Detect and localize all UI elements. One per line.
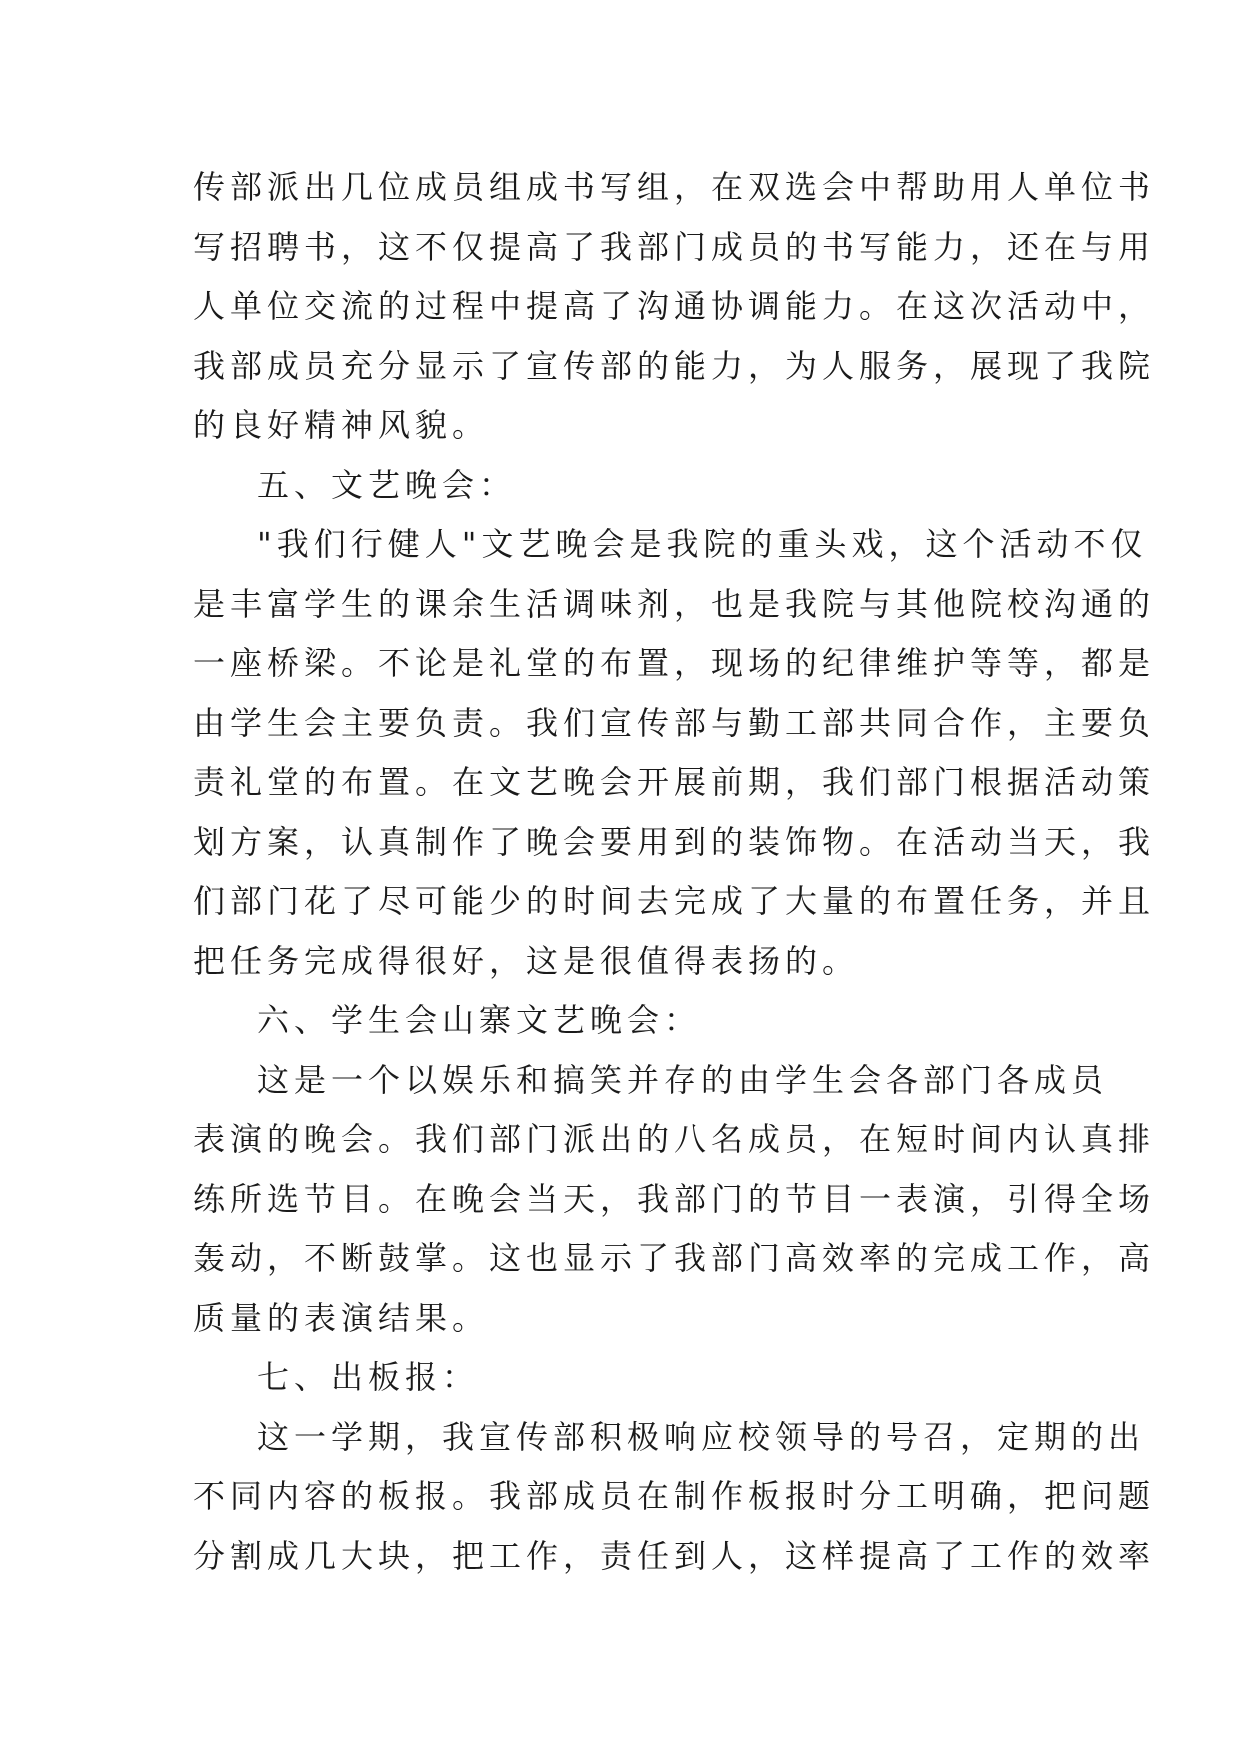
paragraph-start: 这是一个以娱乐和搞笑并存的由学生会各部门各成员 — [257, 1060, 1109, 1099]
body-line: 把任务完成得很好，这是很值得表扬的。 — [193, 941, 860, 980]
body-line: 们部门花了尽可能少的时间去完成了大量的布置任务，并且 — [193, 882, 1156, 920]
section-heading-5: 五、文艺晚会： — [257, 465, 517, 504]
body-line: 练所选节目。在晚会当天，我部门的节目一表演，引得全场 — [193, 1179, 1156, 1218]
body-line: 责礼堂的布置。在文艺晚会开展前期，我们部门根据活动策 — [193, 763, 1156, 801]
body-line: 由学生会主要负责。我们宣传部与勤工部共同合作，主要负 — [193, 703, 1156, 742]
body-line: 的良好精神风貌。 — [193, 406, 490, 444]
body-line: 传部派出几位成员组成书写组，在双选会中帮助用人单位书 — [193, 168, 1156, 206]
body-line: 分割成几大块，把工作，责任到人，这样提高了工作的效率 — [193, 1536, 1156, 1575]
document-body — [193, 158, 1156, 1586]
body-line: 轰动，不断鼓掌。这也显示了我部门高效率的完成工作，高 — [193, 1239, 1156, 1277]
section-heading-6: 六、学生会山寨文艺晚会： — [257, 1001, 702, 1039]
body-line: 是丰富学生的课余生活调味剂，也是我院与其他院校沟通的 — [193, 584, 1156, 623]
body-line: 质量的表演结果。 — [193, 1298, 490, 1337]
body-line: 表演的晚会。我们部门派出的八名成员，在短时间内认真排 — [193, 1120, 1156, 1158]
body-line: 人单位交流的过程中提高了沟通协调能力。在这次活动中， — [193, 287, 1156, 325]
paragraph-start: 这一学期，我宣传部积极响应校领导的号召，定期的出 — [257, 1417, 1146, 1456]
paragraph-start: "我们行健人"文艺晚会是我院的重头戏，这个活动不仅 — [257, 525, 1148, 563]
body-line: 不同内容的板报。我部成员在制作板报时分工明确，把问题 — [193, 1477, 1156, 1515]
body-line: 划方案，认真制作了晚会要用到的装饰物。在活动当天，我 — [193, 822, 1156, 861]
body-line: 写招聘书，这不仅提高了我部门成员的书写能力，还在与用 — [193, 227, 1156, 266]
body-line: 一座桥梁。不论是礼堂的布置，现场的纪律维护等等，都是 — [193, 644, 1156, 682]
body-line: 我部成员充分显示了宣传部的能力，为人服务，展现了我院 — [193, 346, 1156, 385]
section-heading-7: 七、出板报： — [257, 1358, 480, 1396]
